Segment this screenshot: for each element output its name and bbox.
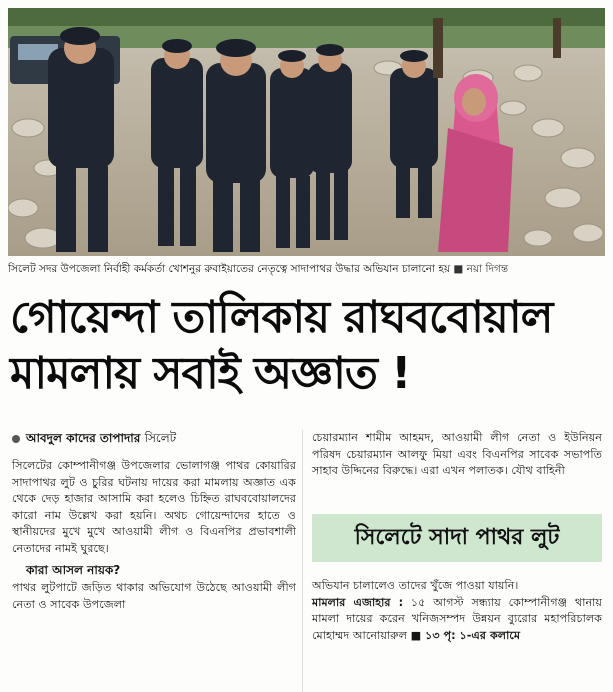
continued-note[interactable]: ■ ১৩ পৃ: ১-এর কলামে [410,628,521,642]
photo-caption [8,259,605,279]
case-label: মামলার এজাহার : [312,595,404,609]
bullet-icon [12,435,20,443]
photo-caption-text: সিলেট সদর উপজেলা নির্বাহী কর্মকর্তা খোশনুর রুবাইয়াতের নেতৃত্বে সাদাপাথর উদ্ধার অভিযান চালানো হয় [8,263,451,275]
byline-location: সিলেট [144,431,177,445]
article-subhead: কারা আসল নায়ক? [26,562,121,577]
article-paragraph-2: পাথর লুটপাটে জড়িত থাকার অভিযোগ উঠেছে আওয়ামী লীগ নেতা ও সাবেক উপজেলা [12,581,296,611]
byline-author: আবদুল কাদের তাপাদার [26,431,141,445]
article-column-right-top [312,430,602,480]
section-kicker: সিলেটে সাদা পাথর লুট [312,514,602,562]
article-column-left [12,458,296,613]
photo-credit: ■ নয়া দিগন্ত [453,263,509,275]
byline [12,430,176,450]
headline [10,290,605,402]
news-photo-illustration [8,8,605,256]
headline-line-1: গোয়েন্দা তালিকায় রাঘববোয়াল [10,292,553,343]
article-column-right-bottom [312,578,602,644]
article-paragraph-right-3 [312,595,602,645]
case-text: ১৫ আগস্ট সন্ধ্যায় কোম্পানীগঞ্জ থানায় মামলা দায়ের করেন খনিজসম্পদ উন্নয়ন ব্যুরোর মহাপরিচালক মোহাম্মদ আনোয়ারুল [312,595,602,642]
column-divider [302,430,303,692]
article-paragraph: সিলেটের কোম্পানীগঞ্জ উপজেলার ভোলাগঞ্জ পাথর কোয়ারির সাদাপাথর লুট ও চুরির ঘটনায় দায়ের করা মামলায় অজ্ঞাত এক থেকে দেড় হাজার আসামি করা হলেও চিহ্নিত রাঘববোয়ালদের কারো নাম উল্লেখ করা হয়নি। অথচ গোয়েন্দাদের হাতে ও স্থানীয়দের মুখে মুখে আওয়ামী লীগ ও বিএনপির প্রভাবশালী নেতাদের নামই ঘুরছে। [12,459,296,555]
article-paragraph-right-2: অভিযান চালালেও তাদের খুঁজে পাওয়া যায়নি। [312,579,519,592]
news-photo [8,8,605,256]
article-paragraph-right: চেয়ারম্যান শামীম আহমদ, আওয়ামী লীগ নেতা ও ইউনিয়ন পরিষদ চেয়ারম্যান আলফু মিয়া এবং বিএনপির সাবেক সভাপতি সাহাব উদ্দিনের বিরুদ্ধে। এরা এখন পলাতক। যৌথ বাহিনী [312,431,602,478]
headline-line-2: মামলায় সবাই অজ্ঞাত ! [10,348,411,399]
